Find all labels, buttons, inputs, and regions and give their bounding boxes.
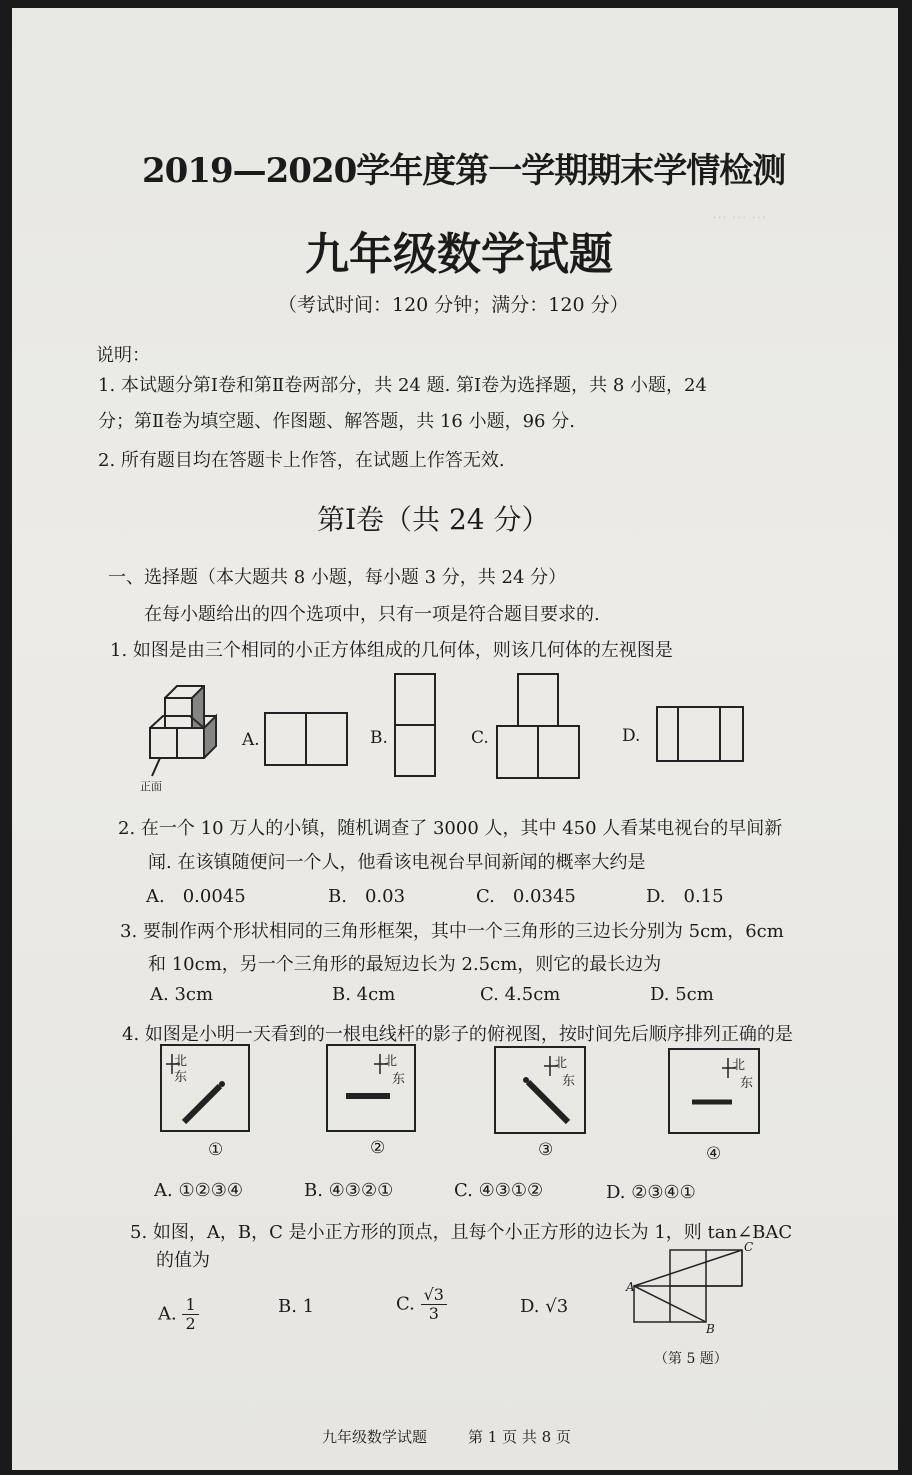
front-label: 正面	[140, 780, 162, 793]
compass-north-label: 北	[554, 1056, 568, 1071]
fraction-denominator: 3	[428, 1304, 439, 1323]
q1-option-a-label: A.	[242, 730, 260, 750]
compass-east-label: 东	[174, 1070, 188, 1085]
note-2: 2. 所有题目均在答题卡上作答，在试题上作答无效.	[98, 450, 505, 471]
exam-info: （考试时间：120 分钟；满分：120 分）	[278, 294, 629, 316]
q1-option-b-figure	[394, 673, 438, 779]
compass-north-label: 北	[384, 1054, 398, 1069]
shadow-mark	[522, 1076, 582, 1128]
fraction-numerator: 1	[182, 1296, 198, 1315]
fraction-denominator: 2	[185, 1314, 196, 1333]
q4-option-b: B. ④③②①	[304, 1180, 394, 1201]
q5-option-c	[396, 1286, 447, 1323]
q4-view-2	[326, 1044, 416, 1132]
compass-east-label: 东	[740, 1076, 754, 1091]
q5-option-c-fraction	[421, 1286, 447, 1323]
q1-option-b-label: B.	[370, 728, 388, 748]
q4-view-1	[160, 1044, 250, 1132]
q4-option-d: D. ②③④①	[606, 1182, 696, 1203]
compass-north-label: 北	[732, 1058, 746, 1073]
point-b-label: B	[706, 1322, 715, 1336]
q1-option-d-label: D.	[622, 726, 641, 746]
q5-option-a-fraction	[182, 1296, 198, 1333]
note-1-line-1: 1. 本试题分第Ⅰ卷和第Ⅱ卷两部分，共 24 题. 第Ⅰ卷为选择题，共 8 小题，24	[98, 375, 707, 396]
page-number: 第 1 页 共 8 页	[468, 1428, 571, 1446]
q4-view-4	[668, 1048, 760, 1134]
q5-option-b: B. 1	[278, 1296, 315, 1317]
question-4-stem: 4. 如图是小明一天看到的一根电线杆的影子的俯视图，按时间先后顺序排列正确的是	[122, 1024, 793, 1045]
question-5-line-2: 的值为	[156, 1250, 210, 1271]
point-a-label: A	[626, 1280, 635, 1294]
compass-north-label: 北	[174, 1054, 188, 1069]
q1-option-c-label: C.	[471, 728, 489, 748]
page-footer-title: 九年级数学试题	[322, 1428, 428, 1446]
q5-option-a	[158, 1296, 199, 1333]
compass-east-label: 东	[562, 1074, 576, 1089]
q4-caption-2: ②	[370, 1138, 386, 1158]
part-instruction: 在每小题给出的四个选项中，只有一项是符合题目要求的.	[144, 604, 600, 625]
fraction-numerator: √3	[421, 1286, 447, 1305]
shadow-mark	[690, 1092, 750, 1112]
q2-option-a: A. 0.0045	[146, 886, 246, 907]
question-3-line-2: 和 10cm，另一个三角形的最短边长为 2.5cm，则它的最长边为	[148, 954, 662, 975]
question-5-line-1: 5. 如图，A，B，C 是小正方形的顶点，且每个小正方形的边长为 1，则 tan∠BAC	[130, 1222, 793, 1243]
question-1-stem: 1. 如图是由三个相同的小正方体组成的几何体，则该几何体的左视图是	[110, 640, 673, 661]
q1-option-d-figure	[656, 706, 746, 764]
q2-option-c: C. 0.0345	[476, 886, 576, 907]
q1-option-a-figure	[264, 712, 348, 768]
shadow-mark	[344, 1086, 404, 1106]
q1-option-c-figure	[496, 673, 582, 781]
q1-cube-figure	[140, 672, 230, 792]
compass-east-label: 东	[392, 1072, 406, 1087]
q5-option-a-label: A.	[158, 1303, 177, 1325]
q4-option-c: C. ④③①②	[454, 1180, 544, 1201]
bleed-through-text: ⋯ ⋯ ⋯	[712, 208, 767, 226]
q3-option-a: A. 3cm	[150, 984, 214, 1005]
q2-option-b: B. 0.03	[328, 886, 406, 907]
point-c-label: C	[744, 1240, 754, 1254]
note-1-line-2: 分；第Ⅱ卷为填空题、作图题、解答题，共 16 小题，96 分.	[98, 411, 575, 432]
exam-subtitle: 九年级数学试题	[305, 229, 613, 280]
q4-option-a: A. ①②③④	[154, 1180, 243, 1201]
q5-grid-figure	[632, 1246, 752, 1346]
figure-5-caption: （第 5 题）	[654, 1351, 728, 1367]
exam-title: 2019—2020学年度第一学期期末学情检测	[142, 151, 786, 191]
question-2-line-2: 闻. 在该镇随便问一个人，他看该电视台早间新闻的概率大约是	[148, 852, 646, 873]
q3-option-b: B. 4cm	[332, 984, 396, 1005]
exam-page	[12, 8, 898, 1470]
section-title: 第Ⅰ卷（共 24 分）	[317, 503, 550, 536]
q4-caption-4: ④	[706, 1144, 722, 1164]
question-3-line-1: 3. 要制作两个形状相同的三角形框架，其中一个三角形的三边长分别为 5cm，6cm	[120, 921, 784, 942]
q4-caption-1: ①	[208, 1140, 224, 1160]
q4-caption-3: ③	[538, 1140, 554, 1160]
q5-option-d: D. √3	[520, 1296, 569, 1317]
shadow-mark	[180, 1076, 230, 1126]
q3-option-d: D. 5cm	[650, 984, 714, 1005]
part-heading: 一、选择题（本大题共 8 小题，每小题 3 分，共 24 分）	[108, 567, 567, 588]
q2-option-d: D. 0.15	[646, 886, 724, 907]
q5-option-c-label: C.	[396, 1293, 415, 1315]
q3-option-c: C. 4.5cm	[480, 984, 561, 1005]
notes-heading: 说明：	[96, 345, 150, 366]
q4-view-3	[494, 1046, 586, 1134]
question-2-line-1: 2. 在一个 10 万人的小镇，随机调查了 3000 人，其中 450 人看某电视台的早间新	[118, 818, 783, 839]
